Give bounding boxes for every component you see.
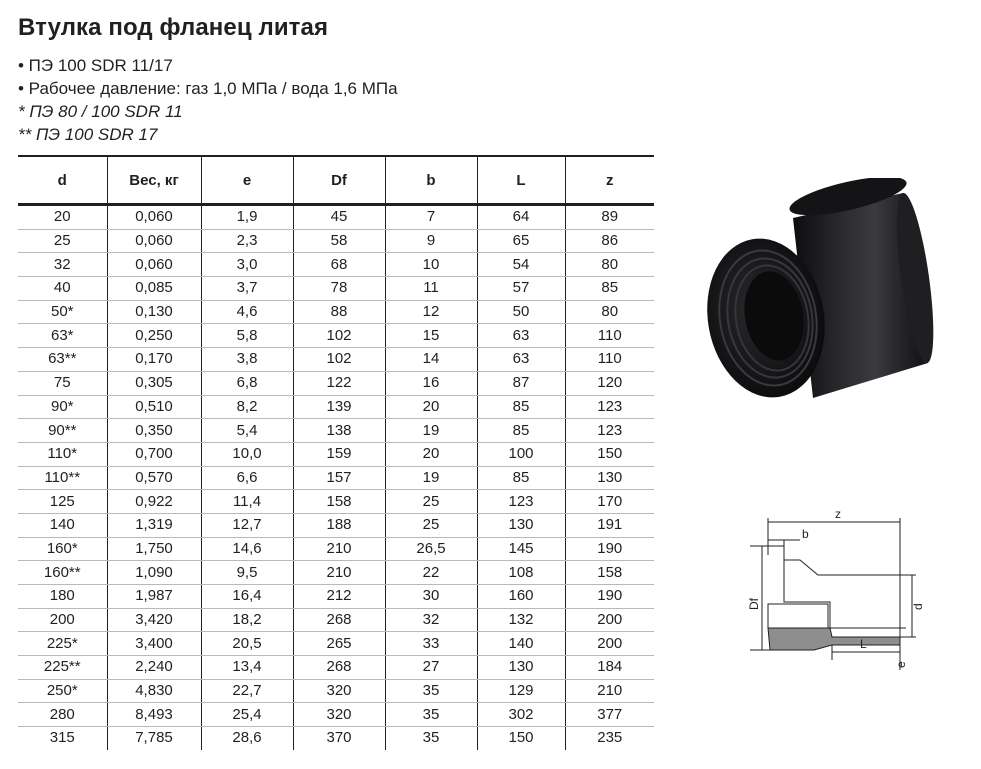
table-row [18, 277, 654, 301]
table-row [18, 585, 654, 609]
cell-d: 63** [18, 348, 107, 372]
cell-d: 280 [18, 703, 107, 727]
cell-l: 145 [477, 537, 565, 561]
label-d: d [911, 603, 925, 610]
table-row [18, 632, 654, 656]
cell-d: 110* [18, 442, 107, 466]
table-row [18, 703, 654, 727]
cell-l: 130 [477, 513, 565, 537]
product-photo [698, 178, 958, 418]
cell-df: 370 [293, 727, 385, 750]
spec-notes [18, 54, 398, 146]
cell-weight: 0,350 [107, 419, 201, 443]
cell-z: 235 [565, 727, 654, 750]
cell-df: 102 [293, 324, 385, 348]
cell-weight: 0,250 [107, 324, 201, 348]
cell-z: 130 [565, 466, 654, 490]
cell-b: 33 [385, 632, 477, 656]
note-pressure: • Рабочее давление: газ 1,0 МПа / вода 1,6 МПа [18, 79, 398, 98]
cell-e: 20,5 [201, 632, 293, 656]
cell-e: 4,6 [201, 300, 293, 324]
header-l: L [477, 156, 565, 205]
cell-b: 10 [385, 253, 477, 277]
cell-weight: 1,319 [107, 513, 201, 537]
cell-weight: 0,170 [107, 348, 201, 372]
cell-b: 7 [385, 205, 477, 230]
cell-df: 139 [293, 395, 385, 419]
header-d: d [18, 156, 107, 205]
cell-e: 18,2 [201, 608, 293, 632]
cell-weight: 0,130 [107, 300, 201, 324]
cell-df: 268 [293, 656, 385, 680]
cell-d: 90** [18, 419, 107, 443]
cell-z: 158 [565, 561, 654, 585]
table-row [18, 513, 654, 537]
cell-d: 250* [18, 679, 107, 703]
cell-b: 30 [385, 585, 477, 609]
cell-e: 13,4 [201, 656, 293, 680]
cell-e: 25,4 [201, 703, 293, 727]
cell-l: 64 [477, 205, 565, 230]
cell-b: 35 [385, 727, 477, 750]
cell-z: 85 [565, 277, 654, 301]
header-weight: Вес, кг [107, 156, 201, 205]
table-row [18, 537, 654, 561]
cell-df: 159 [293, 442, 385, 466]
cell-z: 190 [565, 585, 654, 609]
cell-z: 89 [565, 205, 654, 230]
cell-e: 28,6 [201, 727, 293, 750]
table-row [18, 419, 654, 443]
cell-z: 210 [565, 679, 654, 703]
table-row [18, 229, 654, 253]
cell-d: 160* [18, 537, 107, 561]
dimension-drawing [740, 500, 980, 680]
cell-z: 86 [565, 229, 654, 253]
cell-df: 58 [293, 229, 385, 253]
cell-d: 25 [18, 229, 107, 253]
table-row [18, 348, 654, 372]
cell-l: 132 [477, 608, 565, 632]
cell-weight: 0,305 [107, 371, 201, 395]
cell-df: 210 [293, 537, 385, 561]
cell-d: 63* [18, 324, 107, 348]
table-row [18, 442, 654, 466]
cell-df: 102 [293, 348, 385, 372]
cell-z: 190 [565, 537, 654, 561]
cell-z: 110 [565, 324, 654, 348]
note-double-star: ** ПЭ 100 SDR 17 [18, 125, 158, 144]
cell-z: 150 [565, 442, 654, 466]
cell-df: 212 [293, 585, 385, 609]
cell-l: 150 [477, 727, 565, 750]
cell-z: 377 [565, 703, 654, 727]
cell-d: 200 [18, 608, 107, 632]
header-z: z [565, 156, 654, 205]
cell-e: 3,8 [201, 348, 293, 372]
cell-weight: 0,510 [107, 395, 201, 419]
cell-l: 54 [477, 253, 565, 277]
cell-l: 65 [477, 229, 565, 253]
cell-weight: 3,400 [107, 632, 201, 656]
cell-df: 158 [293, 490, 385, 514]
header-b: b [385, 156, 477, 205]
cell-l: 123 [477, 490, 565, 514]
page-title: Втулка под фланец литая [18, 14, 329, 41]
cell-df: 268 [293, 608, 385, 632]
cell-df: 188 [293, 513, 385, 537]
cell-b: 14 [385, 348, 477, 372]
cell-weight: 7,785 [107, 727, 201, 750]
cell-l: 140 [477, 632, 565, 656]
cell-z: 184 [565, 656, 654, 680]
cell-df: 68 [293, 253, 385, 277]
table-row [18, 395, 654, 419]
cell-l: 57 [477, 277, 565, 301]
cell-z: 191 [565, 513, 654, 537]
cell-df: 122 [293, 371, 385, 395]
cell-e: 5,8 [201, 324, 293, 348]
cell-weight: 3,420 [107, 608, 201, 632]
cell-df: 45 [293, 205, 385, 230]
cell-z: 110 [565, 348, 654, 372]
cell-l: 50 [477, 300, 565, 324]
header-df: Df [293, 156, 385, 205]
cell-b: 32 [385, 608, 477, 632]
note-single-star: * ПЭ 80 / 100 SDR 11 [18, 102, 183, 121]
cell-l: 108 [477, 561, 565, 585]
cell-df: 210 [293, 561, 385, 585]
cell-e: 9,5 [201, 561, 293, 585]
label-e: e [894, 661, 908, 668]
cell-e: 10,0 [201, 442, 293, 466]
cell-z: 80 [565, 253, 654, 277]
fitting-section [768, 560, 900, 650]
cell-df: 88 [293, 300, 385, 324]
cell-d: 50* [18, 300, 107, 324]
cell-e: 22,7 [201, 679, 293, 703]
table-row [18, 205, 654, 230]
table-row [18, 679, 654, 703]
label-z: z [835, 507, 841, 521]
cell-weight: 0,060 [107, 205, 201, 230]
cell-b: 12 [385, 300, 477, 324]
cell-l: 129 [477, 679, 565, 703]
cell-d: 75 [18, 371, 107, 395]
cell-b: 19 [385, 419, 477, 443]
table-row [18, 253, 654, 277]
cell-d: 110** [18, 466, 107, 490]
cell-l: 85 [477, 466, 565, 490]
cell-z: 200 [565, 632, 654, 656]
table-body [18, 205, 654, 750]
cell-weight: 1,987 [107, 585, 201, 609]
cell-z: 170 [565, 490, 654, 514]
label-b: b [802, 527, 809, 541]
cell-d: 140 [18, 513, 107, 537]
cell-d: 315 [49, 729, 75, 747]
table-row [18, 371, 654, 395]
cell-weight: 0,700 [107, 442, 201, 466]
cell-b: 25 [385, 490, 477, 514]
cell-b: 20 [385, 442, 477, 466]
cell-b: 35 [385, 703, 477, 727]
cell-z: 123 [565, 395, 654, 419]
cell-l: 100 [477, 442, 565, 466]
cell-d: 125 [18, 490, 107, 514]
cell-b: 16 [385, 371, 477, 395]
cell-b: 19 [385, 466, 477, 490]
cell-z: 200 [565, 608, 654, 632]
note-material: • ПЭ 100 SDR 11/17 [18, 56, 173, 75]
cell-e: 3,7 [201, 277, 293, 301]
cell-weight: 2,240 [107, 656, 201, 680]
cell-weight: 0,922 [107, 490, 201, 514]
cell-d: 40 [18, 277, 107, 301]
cell-e: 11,4 [201, 490, 293, 514]
cell-df: 320 [293, 679, 385, 703]
table-row [18, 656, 654, 680]
cell-df: 265 [293, 632, 385, 656]
table-row [18, 608, 654, 632]
cell-weight: 0,060 [107, 229, 201, 253]
cell-l: 63 [477, 348, 565, 372]
cell-e: 6,6 [201, 466, 293, 490]
cell-l: 85 [477, 395, 565, 419]
cell-weight: 0,570 [107, 466, 201, 490]
cell-l: 302 [477, 703, 565, 727]
cell-e: 5,4 [201, 419, 293, 443]
cell-b: 22 [385, 561, 477, 585]
cell-e: 14,6 [201, 537, 293, 561]
cell-b: 9 [385, 229, 477, 253]
cell-df: 78 [293, 277, 385, 301]
cell-z: 123 [565, 419, 654, 443]
cell-weight: 0,060 [107, 253, 201, 277]
cell-d: 225* [18, 632, 107, 656]
cell-e: 16,4 [201, 585, 293, 609]
cell-d: 160** [18, 561, 107, 585]
table-row [18, 300, 654, 324]
label-l: L [860, 637, 867, 651]
cell-d: 90* [18, 395, 107, 419]
cell-weight: 0,085 [107, 277, 201, 301]
cell-l: 160 [477, 585, 565, 609]
cell-e: 8,2 [201, 395, 293, 419]
cell-df: 138 [293, 419, 385, 443]
cell-e: 6,8 [201, 371, 293, 395]
cell-e: 3,0 [201, 253, 293, 277]
header-e: e [201, 156, 293, 205]
cell-e: 1,9 [201, 205, 293, 230]
cell-l: 63 [477, 324, 565, 348]
cell-d: 225** [18, 656, 107, 680]
cell-d: 180 [18, 585, 107, 609]
cell-b: 11 [385, 277, 477, 301]
table-row [18, 324, 654, 348]
table-row [18, 561, 654, 585]
cell-weight: 8,493 [107, 703, 201, 727]
cell-e: 12,7 [201, 513, 293, 537]
cell-l: 87 [477, 371, 565, 395]
spec-table [18, 155, 654, 750]
cell-b: 26,5 [385, 537, 477, 561]
table-header-row [18, 156, 654, 205]
cell-b: 27 [385, 656, 477, 680]
cell-weight: 4,830 [107, 679, 201, 703]
table-row [18, 466, 654, 490]
cell-df: 157 [293, 466, 385, 490]
cell-e: 2,3 [201, 229, 293, 253]
cell-d: 20 [18, 205, 107, 230]
cell-l: 85 [477, 419, 565, 443]
cell-weight: 1,750 [107, 537, 201, 561]
table-row [18, 490, 654, 514]
cell-df: 320 [293, 703, 385, 727]
cell-z: 80 [565, 300, 654, 324]
table-row [18, 727, 654, 750]
cell-b: 25 [385, 513, 477, 537]
cell-weight: 1,090 [107, 561, 201, 585]
cell-d: 32 [18, 253, 107, 277]
cell-b: 15 [385, 324, 477, 348]
label-df: Df [747, 598, 761, 610]
cell-l: 130 [477, 656, 565, 680]
cell-b: 35 [385, 679, 477, 703]
cell-z: 120 [565, 371, 654, 395]
cell-b: 20 [385, 395, 477, 419]
